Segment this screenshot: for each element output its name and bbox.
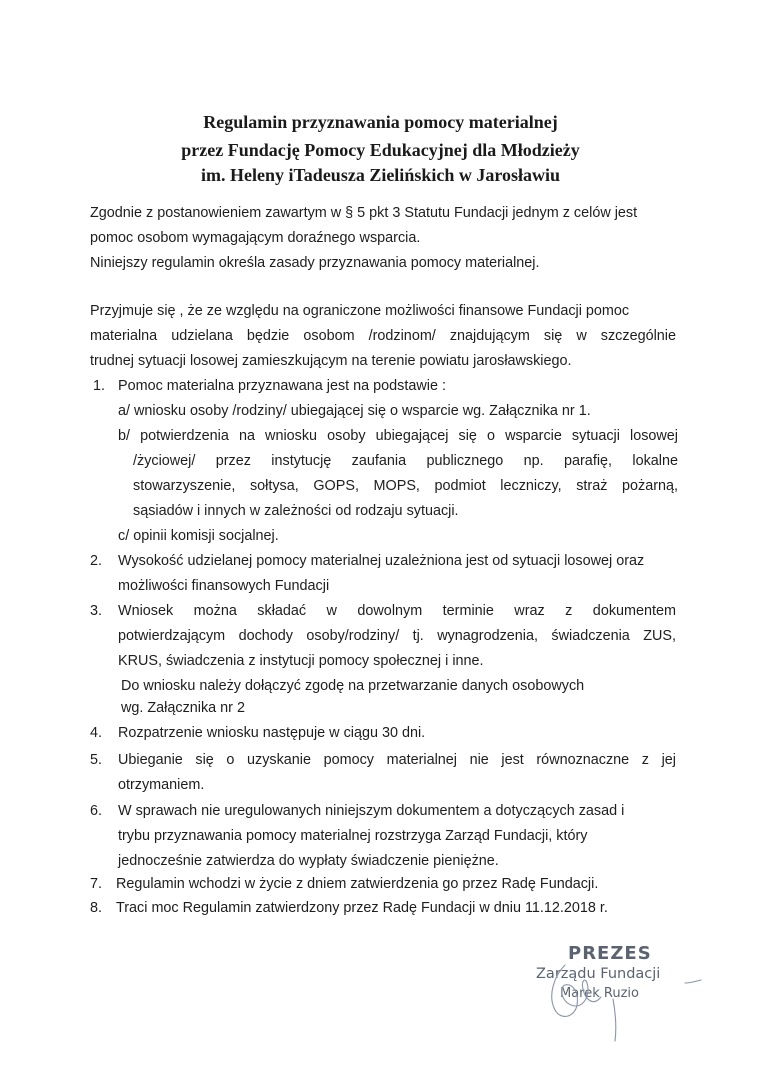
stamp-role: PREZES — [568, 943, 652, 964]
item-2-number: 2. — [90, 553, 103, 569]
preamble-line-2: materialna udzielana będzie osobom /rodzinom/ znajdującym się w szczególnie — [90, 328, 676, 344]
item-5-number: 5. — [90, 752, 103, 768]
item-1-text: Pomoc materialna przyznawana jest na podstawie : — [118, 378, 446, 394]
item-3-line-1: Wniosek można składać w dowolnym terminie wraz z dokumentem — [118, 603, 676, 619]
preamble-line-1: Przyjmuje się , że ze względu na ograniczone możliwości finansowe Fundacji pomoc — [90, 303, 630, 319]
item-6-line-1: W sprawach nie uregulowanych niniejszym dokumentem a dotyczących zasad i — [118, 803, 625, 819]
item-4-line-1: Rozpatrzenie wniosku następuje w ciągu 30 dni. — [118, 725, 426, 741]
item-8-number: 8. — [90, 900, 103, 916]
item-4-number: 4. — [90, 725, 103, 741]
item-7-line-1: Regulamin wchodzi w życie z dniem zatwierdzenia go przez Radę Fundacji. — [116, 876, 599, 892]
item-6-line-2: trybu przyznawania pomocy materialnej rozstrzyga Zarząd Fundacji, który — [118, 828, 588, 844]
item-1-number: 1. — [93, 378, 106, 394]
item-2-line-1: Wysokość udzielanej pomocy materialnej uzależniona jest od sytuacji losowej oraz — [118, 553, 645, 569]
item-6-number: 6. — [90, 803, 103, 819]
item-6-line-3: jednocześnie zatwierdza do wypłaty świadczenie pieniężne. — [118, 853, 499, 869]
item-1-sub-b-line-1: b/ potwierdzenia na wniosku osoby ubiegającej się o wsparcie sytuacji losowej — [118, 428, 678, 444]
item-5-line-1: Ubieganie się o uzyskanie pomocy materialnej nie jest równoznaczne z jej — [118, 752, 676, 768]
intro-line-1: Zgodnie z postanowieniem zawartym w § 5 pkt 3 Statutu Fundacji jednym z celów jest — [90, 205, 638, 221]
item-1-sub-a: a/ wniosku osoby /rodziny/ ubiegającej się o wsparcie wg. Załącznika nr 1. — [118, 403, 591, 419]
item-2-line-2: możliwości finansowych Fundacji — [118, 578, 330, 594]
stamp-name: Marek Ruzio — [560, 986, 639, 1001]
document-title-line-3: im. Heleny iTadeusza Zielińskich w Jarosławiu — [200, 165, 561, 185]
item-1-sub-b-line-2: /życiowej/ przez instytucję zaufania publicznego np. parafię, lokalne — [133, 453, 678, 469]
item-3-line-2: potwierdzającym dochody osoby/rodziny/ tj. wynagrodzenia, świadczenia ZUS, — [118, 628, 676, 644]
preamble-line-3: trudnej sytuacji losowej zamieszkującym na terenie powiatu jarosławskiego. — [90, 353, 572, 369]
item-7-number: 7. — [90, 876, 103, 892]
item-3-number: 3. — [90, 603, 103, 619]
document-title-line-1: Regulamin przyznawania pomocy materialnej — [203, 112, 558, 132]
handwritten-signature — [525, 955, 705, 1045]
item-3-line-3: KRUS, świadczenia z instytucji pomocy społecznej i inne. — [118, 653, 484, 669]
stamp-organization: Zarządu Fundacji — [536, 966, 661, 982]
item-5-line-2: otrzymaniem. — [118, 777, 205, 793]
item-1-sub-b-line-4: sąsiadów i innych w zależności od rodzaju sytuacji. — [133, 503, 459, 519]
item-1-sub-b-line-3: stowarzyszenie, sołtysa, GOPS, MOPS, podmiot leczniczy, straż pożarną, — [133, 478, 678, 494]
document-title-line-2: przez Fundację Pomocy Edukacyjnej dla Młodzieży — [181, 140, 580, 160]
item-1-sub-c: c/ opinii komisji socjalnej. — [118, 528, 279, 544]
item-3-line-4: Do wniosku należy dołączyć zgodę na przetwarzanie danych osobowych — [121, 678, 585, 694]
item-8-line-1: Traci moc Regulamin zatwierdzony przez Radę Fundacji w dniu 11.12.2018 r. — [116, 900, 608, 916]
intro-line-3: Niniejszy regulamin określa zasady przyznawania pomocy materialnej. — [90, 255, 540, 271]
intro-line-2: pomoc osobom wymagającym doraźnego wsparcia. — [90, 230, 421, 246]
item-3-line-5: wg. Załącznika nr 2 — [121, 700, 245, 716]
